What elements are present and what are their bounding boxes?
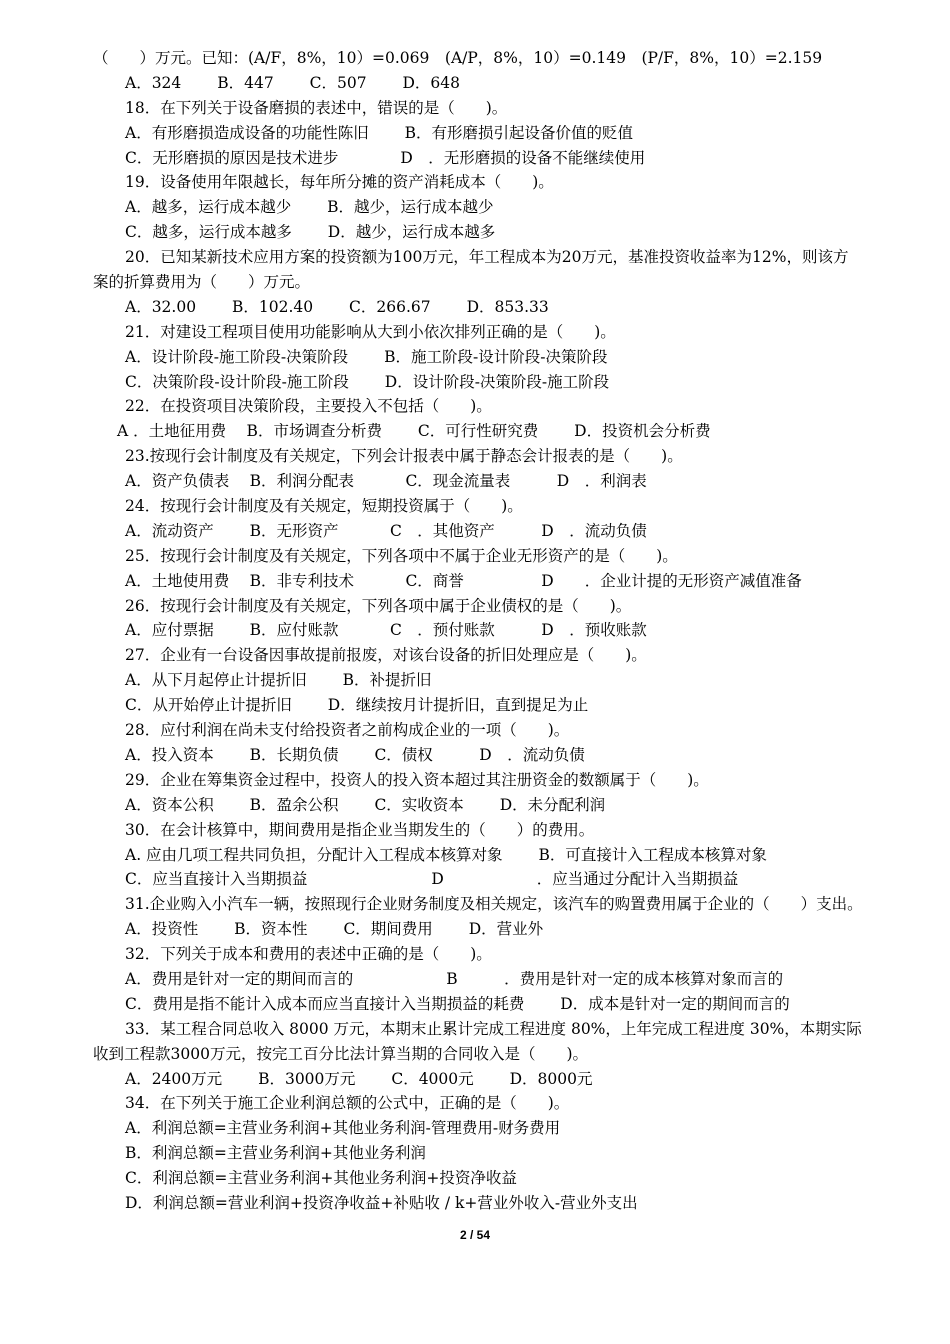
answer-options: A．费用是针对一定的期间而言的 B ．费用是针对一定的成本核算对象而言的	[125, 969, 784, 988]
text-continuation: 收到工程款3000万元，按完工百分比法计算当期的合同收入是（ )。	[93, 1044, 588, 1063]
answer-options: A．利润总额=主营业务利润+其他业务利润-管理费用-财务费用	[125, 1119, 561, 1138]
question-stem: 25．按现行会计制度及有关规定，下列各项中不属于企业无形资产的是（ )。	[125, 546, 678, 565]
question-stem: 20．已知某新技术应用方案的投资额为100万元，年工程成本为20万元，基准投资收益率为12%，则该方	[125, 248, 849, 267]
answer-options: C．无形磨损的原因是技术进步 D ．无形磨损的设备不能继续使用	[125, 148, 646, 167]
question-stem: 24．按现行会计制度及有关规定，短期投资属于（ )。	[125, 497, 523, 516]
answer-options: A ．土地征用费 B．市场调查分析费 C．可行性研究费 D．投资机会分析费	[117, 422, 711, 441]
question-stem: 26．按现行会计制度及有关规定，下列各项中属于企业债权的是（ )。	[125, 596, 632, 615]
answer-options: A．32.00 B．102.40 C．266.67 D．853.33	[125, 297, 549, 316]
question-stem: 32．下列关于成本和费用的表述中正确的是（ )。	[125, 945, 492, 964]
answer-options: A．流动资产 B．无形资产 C ．其他资产 D ．流动负债	[125, 521, 647, 540]
answer-options: C．利润总额=主营业务利润+其他业务利润+投资净收益	[125, 1169, 517, 1188]
question-stem: 18．在下列关于设备磨损的表述中，错误的是（ )。	[125, 98, 508, 117]
question-stem: 21．对建设工程项目使用功能影响从大到小依次排列正确的是（ )。	[125, 322, 616, 341]
answer-options: A．2400万元 B．3000万元 C．4000元 D．8000元	[125, 1069, 593, 1088]
answer-options: A．土地使用费 B．非专利技术 C．商誉 D ．企业计提的无形资产减值准备	[125, 571, 802, 590]
answer-options: D．利润总额=营业利润+投资净收益+补贴收 / k+营业外收入-营业外支出	[125, 1193, 638, 1212]
answer-options: A．越多，运行成本越少 B．越少，运行成本越少	[125, 198, 494, 217]
question-stem: 29．企业在筹集资金过程中，投资人的投入资本超过其注册资金的数额属于（ )。	[125, 770, 709, 789]
question-stem: 22．在投资项目决策阶段，主要投入不包括（ )。	[125, 397, 492, 416]
answer-options: A．资产负债表 B．利润分配表 C．现金流量表 D ．利润表	[125, 472, 647, 491]
question-stem: 34．在下列关于施工企业利润总额的公式中，正确的是（ )。	[125, 1094, 570, 1113]
answer-options: C．从开始停止计提折旧 D．继续按月计提折旧，直到提足为止	[125, 696, 589, 715]
page-number: 2 / 54	[459, 1228, 491, 1242]
answer-options: A．资本公积 B．盈余公积 C．实收资本 D．未分配利润	[125, 795, 606, 814]
question-stem: 33．某工程合同总收入 8000 万元，本期末止累计完成工程进度 80%，上年完成工程进度 30%，本期实际	[125, 1019, 862, 1038]
answer-options: A．设计阶段-施工阶段-决策阶段 B．施工阶段-设计阶段-决策阶段	[125, 347, 608, 366]
question-stem: 27．企业有一台设备因事故提前报废，对该台设备的折旧处理应是（ )。	[125, 646, 647, 665]
question-stem: 30．在会计核算中，期间费用是指企业当期发生的（ ）的费用。	[125, 820, 595, 839]
question-stem: 23.按现行会计制度及有关规定，下列会计报表中属于静态会计报表的是（ )。	[125, 447, 683, 466]
answer-options: A．从下月起停止计提折旧 B．补提折旧	[125, 671, 432, 690]
answer-options: C．越多，运行成本越多 D．越少，运行成本越多	[125, 223, 496, 242]
answer-options: C．费用是指不能计入成本而应当直接计入当期损益的耗费 D．成本是针对一定的期间而言的	[125, 994, 790, 1013]
answer-options: A．投资性 B．资本性 C．期间费用 D．营业外	[125, 920, 544, 939]
answer-options: A．有形磨损造成设备的功能性陈旧 B．有形磨损引起设备价值的贬值	[125, 123, 634, 142]
answer-options: C．应当直接计入当期损益 D ．应当通过分配计入当期损益	[125, 870, 739, 889]
question-stem: 19．设备使用年限越长，每年所分摊的资产消耗成本（ )。	[125, 173, 554, 192]
answer-options: B．利润总额=主营业务利润+其他业务利润	[125, 1144, 426, 1163]
exam-question-text	[93, 46, 908, 1216]
answer-options: A. 应由几项工程共同负担，分配计入工程成本核算对象 B．可直接计入工程成本核算对象	[125, 845, 767, 864]
answer-options: A．324 B．447 C．507 D．648	[125, 73, 460, 92]
question-stem: 28．应付利润在尚未支付给投资者之前构成企业的一项（ )。	[125, 721, 570, 740]
answer-options: A．应付票据 B．应付账款 C ．预付账款 D ．预收账款	[125, 621, 647, 640]
answer-options: C．决策阶段-设计阶段-施工阶段 D．设计阶段-决策阶段-施工阶段	[125, 372, 610, 391]
text-continuation: （ ）万元。已知：(A/F，8%，10）=0.069 (A/P，8%，10）=0.149 (P/F，8%，10）=2.159	[93, 49, 823, 67]
answer-options: A．投入资本 B．长期负债 C．债权 D ．流动负债	[125, 745, 585, 764]
text-continuation: 案的折算费用为（ ）万元。	[93, 273, 311, 292]
question-stem: 31.企业购入小汽车一辆，按照现行企业财务制度及相关规定，该汽车的购置费用属于企业的（ ）支出。	[125, 895, 863, 914]
